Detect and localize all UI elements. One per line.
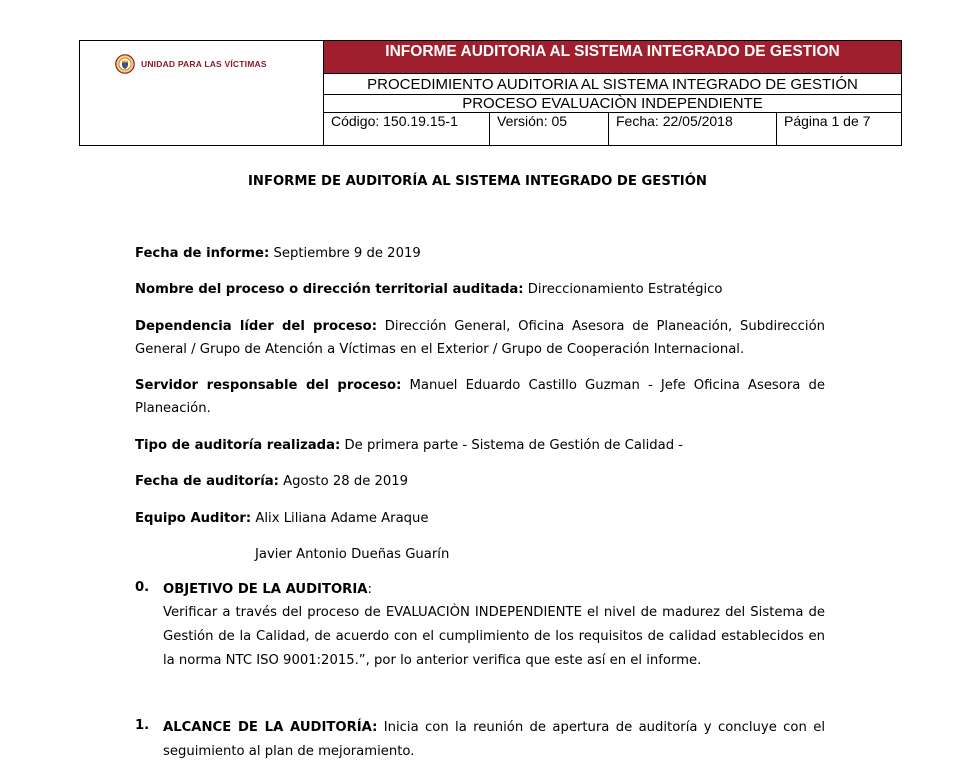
- field-equipo-auditor: [135, 507, 825, 530]
- header-version: Versión: 05: [490, 113, 609, 145]
- field-value: Septiembre 9 de 2019: [269, 246, 421, 261]
- section-number: 0.: [135, 580, 150, 595]
- field-label: Fecha de auditoría:: [135, 474, 279, 489]
- section-body: Inicia con la reunión de apertura de auditoría y concluye con el seguimiento al plan de mejoramiento.: [163, 720, 825, 759]
- section-heading: ALCANCE DE LA AUDITORÍA:: [163, 720, 378, 735]
- field-label: Fecha de informe:: [135, 246, 270, 261]
- field-value: Agosto 28 de 2019: [278, 474, 409, 489]
- logo-cell: [80, 41, 324, 145]
- header-fecha: Fecha: 22/05/2018: [609, 113, 777, 145]
- section-heading-suffix: :: [367, 582, 372, 597]
- field-tipo-auditoria: [135, 434, 825, 457]
- field-label: Dependencia líder del proceso:: [135, 319, 377, 334]
- field-value: Manuel Eduardo Castillo Guzman - Jefe Oficina Asesora de Planeación.: [135, 378, 825, 416]
- section-objetivo-body: Verificar a través del proceso de EVALUACIÒN INDEPENDIENTE el nivel de madurez del Sistema de Gestión de la Calidad, de acuerdo con el cumplimiento de los requisitos de calidad establecidos en la norma NTC ISO 9001:2015.”, por lo anterior verifica que este así en el informe.: [163, 605, 825, 668]
- unidad-victimas-logo: [115, 54, 267, 74]
- section-alcance: [163, 716, 825, 764]
- field-value: De primera parte - Sistema de Gestión de Calidad -: [340, 438, 684, 453]
- field-value: Dirección General, Oficina Asesora de Planeación, Subdirección General / Grupo de Atención a Víctimas en el Exterior / Grupo de Cooperación Internacional.: [135, 319, 826, 357]
- field-value: Direccionamiento Estratégico: [523, 282, 723, 297]
- section-objetivo-heading: [163, 578, 825, 602]
- document-header-table: [79, 40, 902, 146]
- field-label: Nombre del proceso o dirección territorial auditada:: [135, 282, 524, 297]
- field-fecha-informe: [135, 242, 825, 265]
- header-process: PROCESO EVALUACIÒN INDEPENDIENTE: [324, 95, 901, 113]
- header-title: INFORME AUDITORIA AL SISTEMA INTEGRADO DE GESTION: [324, 41, 901, 74]
- field-label: Equipo Auditor:: [135, 511, 252, 526]
- header-pagina: Página 1 de 7: [784, 113, 871, 129]
- field-nombre-proceso: [135, 278, 825, 301]
- header-meta-row: [324, 113, 901, 145]
- field-dependencia: [135, 315, 825, 361]
- header-codigo: Código: 150.19.15-1: [324, 113, 490, 145]
- field-value: Alix Liliana Adame Araque: [251, 511, 429, 526]
- header-procedure: PROCEDIMIENTO AUDITORIA AL SISTEMA INTEGRADO DE GESTIÓN: [324, 74, 901, 95]
- field-equipo-second-member: Javier Antonio Dueñas Guarín: [255, 547, 450, 562]
- field-label: Servidor responsable del proceso:: [135, 378, 402, 393]
- logo-text: UNIDAD PARA LAS VÍCTIMAS: [141, 59, 267, 69]
- document-title: INFORME DE AUDITORÍA AL SISTEMA INTEGRADO DE GESTIÓN: [248, 174, 707, 189]
- section-number: 1.: [135, 718, 150, 733]
- section-heading: OBJETIVO DE LA AUDITORIA: [163, 582, 368, 597]
- coat-of-arms-icon: [115, 54, 135, 74]
- field-fecha-auditoria: [135, 470, 825, 493]
- field-label: Tipo de auditoría realizada:: [135, 438, 341, 453]
- field-servidor: [135, 374, 825, 420]
